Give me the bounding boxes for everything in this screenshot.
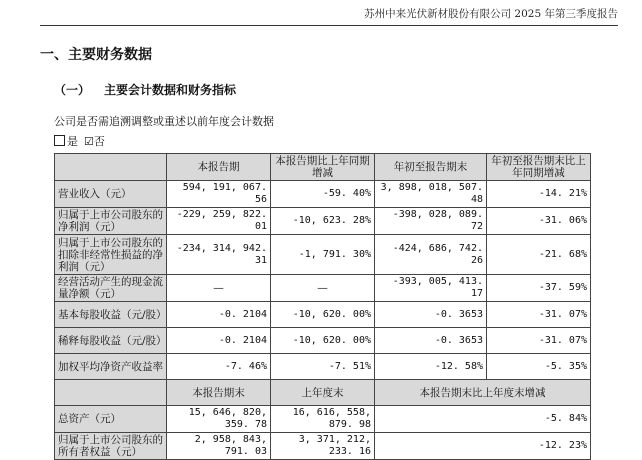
table-header-cell: 本报告期末 — [167, 380, 271, 406]
table-header-cell: 本报告期 — [167, 154, 271, 181]
checked-box-icon: ☑ — [84, 135, 94, 148]
table-cell: -0. 2104 — [167, 328, 271, 354]
row-label: 稀释每股收益（元/股） — [55, 328, 167, 354]
table-row — [55, 302, 591, 328]
report-header-title: 苏州中来光伏新材股份有限公司 2025 年第三季度报告 — [364, 8, 618, 20]
table-cell: -31. 06% — [487, 208, 591, 235]
table-cell: -229, 259, 822. 01 — [167, 208, 271, 235]
table-cell: -37. 59% — [487, 275, 591, 302]
table-cell: 3, 371, 212, 233. 16 — [271, 433, 375, 460]
restate-note: 公司是否需追溯调整或重述以前年度会计数据 — [54, 115, 274, 128]
table-cell: -10, 620. 00% — [271, 302, 375, 328]
table-cell: -1, 791. 30% — [271, 235, 375, 275]
table-cell: -10, 620. 00% — [271, 328, 375, 354]
row-label: 归属于上市公司股东的净利润（元） — [55, 208, 167, 235]
page-header — [0, 0, 642, 28]
section-title: 一、主要财务数据 — [40, 47, 152, 63]
table-cell: -14. 21% — [487, 181, 591, 208]
table2-header-row — [55, 380, 591, 406]
table-cell: 15, 646, 820, 359. 78 — [167, 406, 271, 433]
option-no-label: 否 — [93, 135, 105, 148]
table-cell: -424, 686, 742. 26 — [375, 235, 487, 275]
subsection-title — [54, 81, 236, 98]
table-row — [55, 181, 591, 208]
header-divider — [40, 25, 618, 26]
table-cell: -393, 005, 413. 17 — [375, 275, 487, 302]
table-cell: -7. 51% — [271, 354, 375, 380]
table-row — [55, 208, 591, 235]
table-header-cell — [55, 154, 167, 181]
table-cell: -12. 58% — [375, 354, 487, 380]
table-header-cell: 年初至报告期末比上年同期增减 — [487, 154, 591, 181]
financial-data-table — [54, 153, 591, 460]
table-cell: 2, 958, 843, 791. 03 — [167, 433, 271, 460]
table-row — [55, 328, 591, 354]
table-cell: -0. 3653 — [375, 302, 487, 328]
table-cell: -234, 314, 942. 31 — [167, 235, 271, 275]
table-cell: -0. 3653 — [375, 328, 487, 354]
table-cell: -5. 35% — [487, 354, 591, 380]
table-cell: -59. 40% — [271, 181, 375, 208]
table-cell: — — [271, 275, 375, 302]
table-header-cell: 本报告期末比上年度末增减 — [375, 380, 591, 406]
row-label: 基本每股收益（元/股） — [55, 302, 167, 328]
table-row — [55, 406, 591, 433]
table-cell: -398, 028, 089. 72 — [375, 208, 487, 235]
row-label: 经营活动产生的现金流量净额（元） — [55, 275, 167, 302]
table-cell: -31. 07% — [487, 328, 591, 354]
subsection-number: （一） — [54, 83, 91, 97]
table-header-cell: 本报告期比上年同期增减 — [271, 154, 375, 181]
table-cell: 16, 616, 558, 879. 98 — [271, 406, 375, 433]
row-label: 加权平均净资产收益率 — [55, 354, 167, 380]
table-header-cell — [55, 380, 167, 406]
row-label: 归属于上市公司股东的扣除非经常性损益的净利润（元） — [55, 235, 167, 275]
table-header-cell: 上年度末 — [271, 380, 375, 406]
row-label: 归属于上市公司股东的所有者权益（元） — [55, 433, 167, 460]
table-cell: -0. 2104 — [167, 302, 271, 328]
table-header-cell: 年初至报告期末 — [375, 154, 487, 181]
restate-options — [54, 133, 105, 149]
subsection-label: 主要会计数据和财务指标 — [104, 83, 237, 97]
table-cell: -21. 68% — [487, 235, 591, 275]
table-cell: -10, 623. 28% — [271, 208, 375, 235]
table-row — [55, 433, 591, 460]
table-row — [55, 235, 591, 275]
table-row — [55, 354, 591, 380]
yes-checkbox-icon — [54, 135, 65, 146]
option-yes-label: 是 — [67, 135, 78, 148]
table-cell: 594, 191, 067. 56 — [167, 181, 271, 208]
table-cell: — — [167, 275, 271, 302]
row-label: 营业收入（元） — [55, 181, 167, 208]
row-label: 总资产（元） — [55, 406, 167, 433]
table-cell: -7. 46% — [167, 354, 271, 380]
table-cell: -12. 23% — [375, 433, 591, 460]
table-cell: -5. 84% — [375, 406, 591, 433]
table-cell: 3, 898, 018, 507. 48 — [375, 181, 487, 208]
table-cell: -31. 07% — [487, 302, 591, 328]
table-row — [55, 275, 591, 302]
